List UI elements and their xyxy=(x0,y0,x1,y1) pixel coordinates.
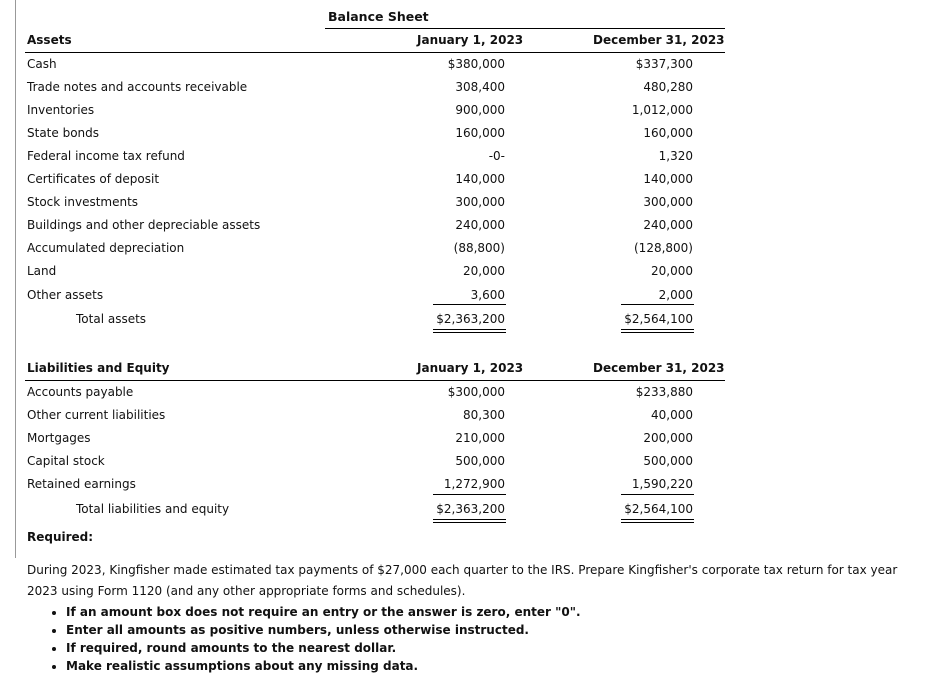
row-label: Land xyxy=(27,264,57,278)
value-dec: 140,000 xyxy=(643,172,693,186)
column-header-jan: January 1, 2023 xyxy=(417,33,524,47)
value-dec: 1,012,000 xyxy=(631,103,693,117)
total-dec: $2,564,100 xyxy=(624,502,693,516)
row-label: Accumulated depreciation xyxy=(27,241,185,255)
assets-section-heading: Assets xyxy=(27,33,72,47)
row-label: Stock investments xyxy=(27,195,139,209)
value-dec: 500,000 xyxy=(643,454,693,468)
double-rule-jan xyxy=(433,519,506,523)
left-border xyxy=(15,0,16,558)
value-jan: 1,272,900 xyxy=(443,477,505,491)
value-dec: 300,000 xyxy=(643,195,693,209)
instructions-list xyxy=(27,603,581,675)
instruction-item: • Enter all amounts as positive numbers, unless otherwise instructed. xyxy=(66,621,581,639)
column-header-jan: January 1, 2023 xyxy=(417,361,524,375)
value-jan: 160,000 xyxy=(455,126,505,140)
table-title: Balance Sheet xyxy=(328,9,429,24)
header-rule xyxy=(25,380,725,381)
row-label: Federal income tax refund xyxy=(27,149,185,163)
value-dec: $233,880 xyxy=(635,385,693,399)
title-rule xyxy=(325,28,725,29)
value-jan: 20,000 xyxy=(463,264,505,278)
required-heading: Required: xyxy=(27,530,94,544)
double-rule-jan xyxy=(433,329,506,333)
value-dec: 200,000 xyxy=(643,431,693,445)
row-label: State bonds xyxy=(27,126,100,140)
liabilities-section-heading: Liabilities and Equity xyxy=(27,361,170,375)
value-jan: 140,000 xyxy=(455,172,505,186)
total-label: Total assets xyxy=(76,312,147,326)
value-jan: 240,000 xyxy=(455,218,505,232)
subtotal-rule-jan xyxy=(433,494,506,495)
total-dec: $2,564,100 xyxy=(624,312,693,326)
value-dec: 2,000 xyxy=(658,288,693,302)
instruction-item: • If an amount box does not require an entry or the answer is zero, enter "0". xyxy=(66,603,581,621)
column-header-dec: December 31, 2023 xyxy=(593,361,725,375)
row-label: Mortgages xyxy=(27,431,91,445)
column-header-dec: December 31, 2023 xyxy=(593,33,725,47)
total-label: Total liabilities and equity xyxy=(76,502,230,516)
value-jan: $380,000 xyxy=(447,57,505,71)
row-label: Other assets xyxy=(27,288,104,302)
value-dec: 40,000 xyxy=(651,408,693,422)
value-jan: 3,600 xyxy=(470,288,505,302)
value-dec: 480,280 xyxy=(643,80,693,94)
value-jan: $300,000 xyxy=(447,385,505,399)
double-rule-dec xyxy=(621,329,694,333)
subtotal-rule-dec xyxy=(621,304,694,305)
value-dec: 20,000 xyxy=(651,264,693,278)
value-jan: 900,000 xyxy=(455,103,505,117)
value-jan: 308,400 xyxy=(455,80,505,94)
header-rule xyxy=(25,52,725,53)
value-dec: (128,800) xyxy=(634,241,693,255)
subtotal-rule-dec xyxy=(621,494,694,495)
row-label: Buildings and other depreciable assets xyxy=(27,218,261,232)
row-label: Retained earnings xyxy=(27,477,136,491)
row-label: Other current liabilities xyxy=(27,408,166,422)
instruction-item: • If required, round amounts to the nearest dollar. xyxy=(66,639,581,657)
value-jan: 500,000 xyxy=(455,454,505,468)
value-dec: 1,590,220 xyxy=(631,477,693,491)
value-dec: 160,000 xyxy=(643,126,693,140)
row-label: Inventories xyxy=(27,103,95,117)
value-dec: $337,300 xyxy=(635,57,693,71)
value-dec: 240,000 xyxy=(643,218,693,232)
row-label: Cash xyxy=(27,57,57,71)
row-label: Accounts payable xyxy=(27,385,134,399)
instruction-item: • Make realistic assumptions about any missing data. xyxy=(66,657,581,675)
value-jan: 80,300 xyxy=(463,408,505,422)
row-label: Capital stock xyxy=(27,454,105,468)
row-label: Certificates of deposit xyxy=(27,172,160,186)
required-paragraph: During 2023, Kingfisher made estimated tax payments of $27,000 each quarter to the IRS. Prepare Kingfisher's corporate tax return for tax year 2023 using Form 1120 (and any other appropriate forms and schedules). xyxy=(27,563,898,598)
value-jan: 300,000 xyxy=(455,195,505,209)
double-rule-dec xyxy=(621,519,694,523)
total-jan: $2,363,200 xyxy=(436,312,505,326)
row-label: Trade notes and accounts receivable xyxy=(27,80,248,94)
total-jan: $2,363,200 xyxy=(436,502,505,516)
value-jan: (88,800) xyxy=(453,241,505,255)
value-jan: -0- xyxy=(488,149,505,163)
subtotal-rule-jan xyxy=(433,304,506,305)
value-jan: 210,000 xyxy=(455,431,505,445)
value-dec: 1,320 xyxy=(658,149,693,163)
